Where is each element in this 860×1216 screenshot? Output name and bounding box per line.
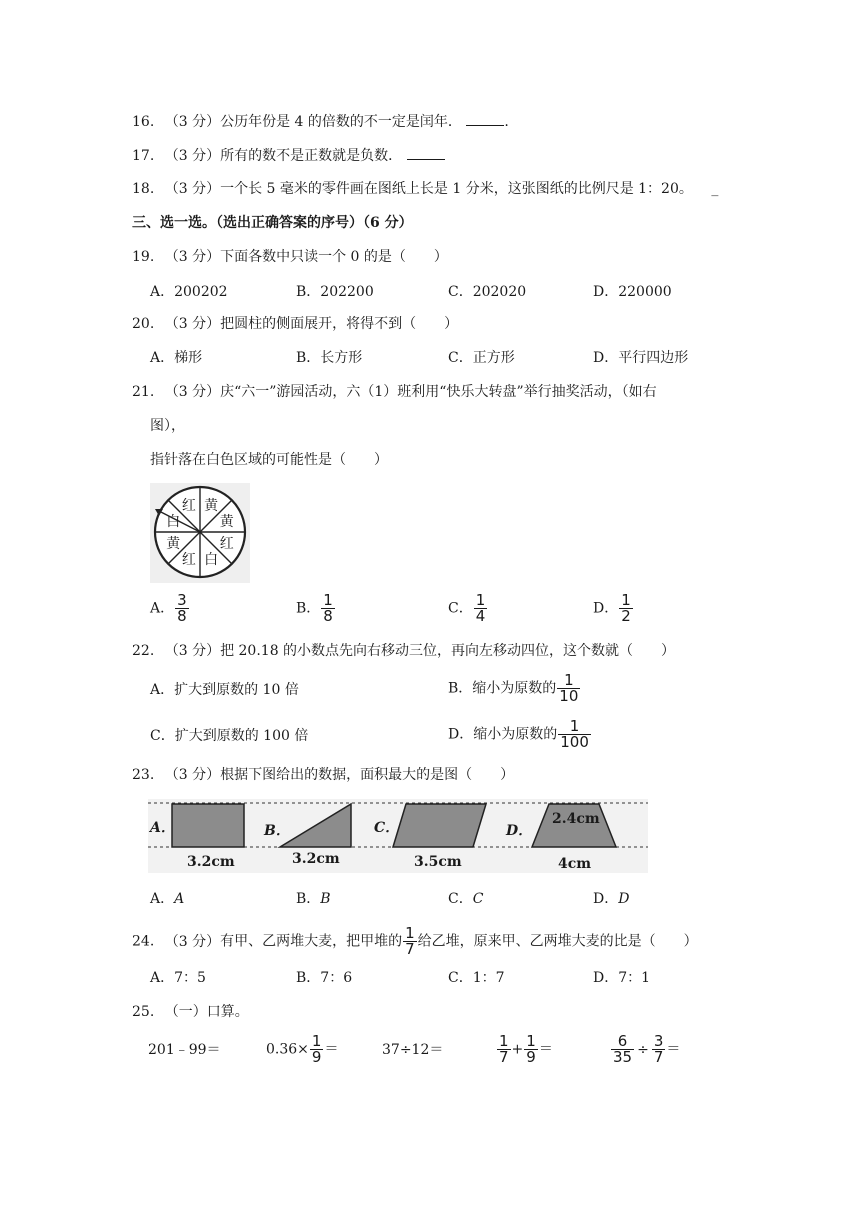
dimension-label: 2.4cm	[552, 811, 600, 827]
wheel-sector-label: 黄	[204, 498, 219, 515]
option-b[interactable]: B．缩小为原数的 $\frac{1}{10}$	[448, 671, 579, 705]
question-score: （3 分）	[164, 114, 221, 130]
question-score: （3 分）	[164, 148, 221, 164]
answer-blank[interactable]	[407, 145, 445, 160]
option-d[interactable]: D．缩小为原数的 $\frac{1}{100}$	[448, 717, 589, 751]
question-24	[132, 926, 698, 957]
question-text: 给乙堆，原来甲、乙两堆大麦的比是（ ）	[417, 933, 698, 950]
question-number: 16.	[132, 114, 155, 130]
question-text: 公历年份是 4 的倍数的不一定是闰年．	[220, 114, 462, 130]
option-a[interactable]: A． $\frac{3}{8}$	[150, 591, 187, 625]
dimension-label: 4cm	[558, 856, 592, 872]
question-score: （3 分）	[164, 249, 221, 265]
fraction: $\frac{1}{7}$	[405, 924, 415, 958]
wheel-sector-label: 黄	[166, 536, 181, 553]
question-text: 根据下图给出的数据，面积最大的是图（ ）	[220, 767, 515, 783]
option-a[interactable]: A．梯形	[150, 350, 203, 366]
question-text: 一个长 5 毫米的零件画在图纸上长是 1 分米，这张图纸的比例尺是 1：20。	[220, 181, 693, 197]
figure-label-d: D．	[506, 823, 533, 839]
option-b[interactable]: B．202200	[296, 284, 374, 300]
question-number: 25.	[132, 1004, 155, 1020]
figure-label-a: A．	[150, 820, 175, 836]
question-number: 17.	[132, 148, 155, 164]
question-score: （3 分）	[164, 181, 221, 197]
wheel-sector-label: 红	[181, 551, 196, 568]
option-b[interactable]: B．7：6	[296, 970, 353, 986]
dimension-label: 3.2cm	[187, 854, 235, 870]
figure-label-b: B．	[264, 823, 290, 839]
option-a[interactable]: A．7：5	[150, 970, 206, 986]
option-c[interactable]: C．202020	[448, 284, 527, 300]
question-21	[132, 382, 657, 402]
option-d[interactable]: D．平行四边形	[593, 350, 689, 366]
mental-math-expression-5: $\frac{6}{35}$ ÷ $\frac{3}{7}$ ＝	[613, 1032, 681, 1066]
mental-math-expression-2: 0.36× $\frac{1}{9}$ ＝	[266, 1032, 339, 1066]
question-text: 有甲、乙两堆大麦，把甲堆的	[220, 933, 403, 950]
question-number: 22.	[132, 643, 155, 659]
option-a[interactable]: A．扩大到原数的 10 倍	[150, 682, 299, 698]
question-text: 把圆柱的侧面展开，将得不到（ ）	[220, 316, 459, 332]
question-23	[132, 765, 514, 785]
mental-math-expression-3: 37÷12＝	[382, 1042, 444, 1058]
question-19	[132, 247, 448, 267]
mental-math-expression-4: $\frac{1}{7}$ + $\frac{1}{9}$ ＝	[499, 1032, 553, 1066]
question-number: 18.	[132, 181, 155, 197]
option-d[interactable]: D．7：1	[593, 970, 651, 986]
answer-blank[interactable]: _	[711, 181, 719, 197]
option-d[interactable]: D．D	[593, 891, 630, 907]
question-number: 23.	[132, 767, 155, 783]
question-16: 16. （3 分）公历年份是 4 的倍数的不一定是闰年． .	[132, 111, 509, 132]
wheel-sector-label: 白	[166, 513, 181, 530]
option-b[interactable]: B．长方形	[296, 350, 363, 366]
question-number: 24.	[132, 933, 155, 950]
question-score: （3 分）	[164, 384, 221, 400]
wheel-sector-label: 红	[219, 536, 234, 553]
option-c[interactable]: C．正方形	[448, 350, 515, 366]
shapes-figure	[148, 799, 648, 873]
answer-blank[interactable]	[466, 111, 504, 126]
question-score: （3 分）	[164, 767, 221, 783]
mental-math-expression-1: 201﹣99＝	[148, 1042, 221, 1058]
question-17	[132, 145, 445, 166]
option-b[interactable]: B．B	[296, 891, 331, 907]
question-22	[132, 641, 675, 661]
section-heading: 三、选一选。（选出正确答案的序号）（6 分）	[132, 215, 413, 231]
parallelogram-shape-c	[393, 804, 486, 847]
question-number: 20.	[132, 316, 155, 332]
wheel-sector-label: 红	[181, 498, 196, 515]
question-number: 21.	[132, 384, 155, 400]
option-c[interactable]: C． $\frac{1}{4}$	[448, 591, 486, 625]
question-25	[132, 1002, 249, 1022]
question-text-continued: 指针落在白色区域的可能性是（ ）	[150, 452, 388, 468]
question-text: （一）口算。	[164, 1004, 249, 1020]
option-b[interactable]: B． $\frac{1}{8}$	[296, 591, 333, 625]
option-c[interactable]: C．扩大到原数的 100 倍	[150, 728, 309, 744]
question-score: （3 分）	[164, 316, 221, 332]
question-text-continued: 图），	[150, 418, 185, 434]
option-d[interactable]: D．220000	[593, 284, 672, 300]
question-text: 所有的数不是正数就是负数．	[220, 148, 403, 164]
option-a[interactable]: A．A	[150, 891, 185, 907]
option-a[interactable]: A．200202	[150, 284, 228, 300]
spinner-wheel-figure	[150, 483, 250, 583]
wheel-sector-label: 白	[204, 551, 219, 568]
dimension-label: 3.2cm	[292, 851, 340, 867]
wheel-sector-label: 黄	[219, 513, 234, 530]
figure-label-c: C．	[374, 820, 400, 836]
question-text: 把 20.18 的小数点先向右移动三位，再向左移动四位，这个数就（ ）	[220, 643, 676, 659]
question-text: 庆“六一”游园活动，六（1）班利用“快乐大转盘”举行抽奖活动，（如右	[220, 384, 657, 400]
question-number: 19.	[132, 249, 155, 265]
question-text: 下面各数中只读一个 0 的是（ ）	[220, 249, 448, 265]
question-18	[132, 179, 718, 199]
question-score: （3 分）	[164, 933, 221, 950]
option-c[interactable]: C．C	[448, 891, 484, 907]
question-20	[132, 314, 458, 334]
question-score: （3 分）	[164, 643, 221, 659]
option-d[interactable]: D． $\frac{1}{2}$	[593, 591, 631, 625]
square-shape-a	[172, 804, 244, 847]
dimension-label: 3.5cm	[414, 854, 462, 870]
option-c[interactable]: C．1：7	[448, 970, 505, 986]
